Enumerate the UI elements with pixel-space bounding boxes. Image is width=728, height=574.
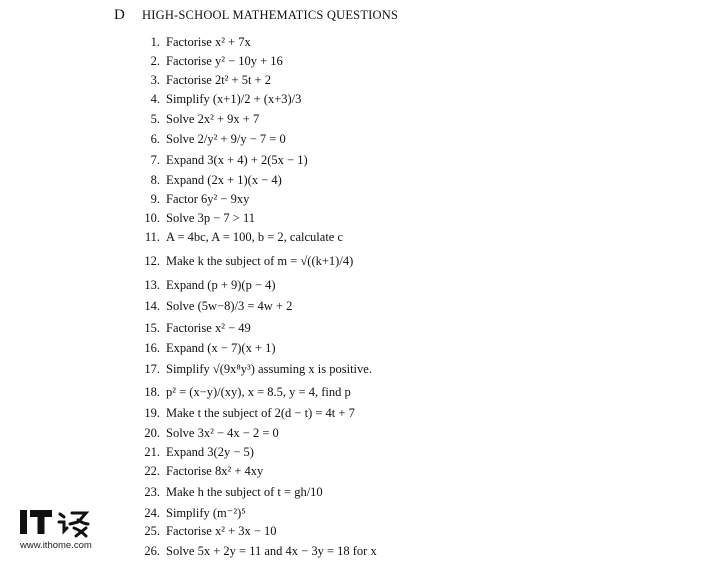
- question-item: [128, 53, 283, 69]
- question-number: 23.: [144, 485, 160, 499]
- question-item: [128, 425, 279, 441]
- question-item: [128, 298, 292, 314]
- question-text: Factor 6y² − 9xy: [166, 192, 250, 206]
- question-item: [128, 131, 286, 147]
- question-number: 4.: [150, 92, 160, 106]
- question-number: 9.: [150, 192, 160, 206]
- question-number: 5.: [150, 112, 160, 126]
- question-text: Simplify (x+1)/2 + (x+3)/3: [166, 92, 302, 106]
- question-text: Make t the subject of 2(d − t) = 4t + 7: [166, 406, 355, 420]
- question-item: [128, 384, 351, 400]
- question-number: 21.: [144, 445, 160, 459]
- question-text: Factorise 2t² + 5t + 2: [166, 73, 271, 87]
- ithome-logo-icon: [20, 508, 102, 538]
- question-number: 17.: [144, 362, 160, 376]
- question-number: 22.: [144, 464, 160, 478]
- question-item: [128, 229, 343, 245]
- question-text: Expand (2x + 1)(x − 4): [166, 173, 282, 187]
- question-text: Factorise x² + 3x − 10: [166, 524, 277, 538]
- question-text: Factorise x² − 49: [166, 321, 251, 335]
- question-text: Make h the subject of t = gh/10: [166, 485, 323, 499]
- question-text: Solve 2/y² + 9/y − 7 = 0: [166, 132, 286, 146]
- question-text: Make k the subject of m = √((k+1)/4): [166, 254, 354, 268]
- question-text: Expand (x − 7)(x + 1): [166, 341, 276, 355]
- question-text: Factorise x² + 7x: [166, 35, 251, 49]
- question-item: [128, 484, 323, 500]
- question-number: 25.: [144, 524, 160, 538]
- question-item: [128, 191, 249, 207]
- question-item: [128, 463, 263, 479]
- question-text: Simplify √(9x⁸y³) assuming x is positive.: [166, 362, 372, 376]
- question-number: 6.: [150, 132, 160, 146]
- question-item: [128, 253, 353, 269]
- question-item: [128, 277, 276, 293]
- question-number: 1.: [150, 35, 160, 49]
- question-text: Solve 2x² + 9x + 7: [166, 112, 260, 126]
- question-text: Expand 3(2y − 5): [166, 445, 254, 459]
- question-item: [128, 523, 277, 539]
- question-text: Expand (p + 9)(p − 4): [166, 278, 276, 292]
- question-text: A = 4bc, A = 100, b = 2, calculate c: [166, 230, 344, 244]
- question-text: Simplify (m⁻²)⁵: [166, 506, 246, 520]
- question-item: [128, 405, 355, 421]
- question-number: 16.: [144, 341, 160, 355]
- question-item: [128, 543, 377, 559]
- question-number: 8.: [150, 173, 160, 187]
- question-number: 3.: [150, 73, 160, 87]
- question-number: 12.: [144, 254, 160, 268]
- question-item: [128, 340, 276, 356]
- question-item: [128, 34, 251, 50]
- question-item: [128, 210, 255, 226]
- question-text: Factorise 8x² + 4xy: [166, 464, 264, 478]
- question-item: [128, 444, 254, 460]
- question-item: [128, 320, 251, 336]
- question-item: [128, 72, 271, 88]
- question-item: [128, 111, 259, 127]
- section-letter: D: [114, 7, 126, 23]
- section-title: HIGH-SCHOOL MATHEMATICS QUESTIONS: [142, 8, 399, 22]
- question-number: 14.: [144, 299, 160, 313]
- question-number: 18.: [144, 385, 160, 399]
- question-text: Solve 3p − 7 > 11: [166, 211, 255, 225]
- question-number: 24.: [144, 506, 160, 520]
- question-item: [128, 172, 282, 188]
- question-number: 10.: [144, 211, 160, 225]
- question-item: [128, 152, 308, 168]
- question-text: Solve 3x² − 4x − 2 = 0: [166, 426, 279, 440]
- question-number: 15.: [144, 321, 160, 335]
- question-number: 7.: [150, 153, 160, 167]
- question-text: Factorise y² − 10y + 16: [166, 54, 283, 68]
- question-number: 19.: [144, 406, 160, 420]
- watermark-url: www.ithome.com: [20, 540, 92, 551]
- question-item: [128, 505, 246, 521]
- question-number: 13.: [144, 278, 160, 292]
- question-number: 20.: [144, 426, 160, 440]
- question-number: 2.: [150, 54, 160, 68]
- question-item: [128, 91, 301, 107]
- question-number: 11.: [144, 230, 160, 244]
- question-text: Solve (5w−8)/3 = 4w + 2: [166, 299, 293, 313]
- question-text: Expand 3(x + 4) + 2(5x − 1): [166, 153, 308, 167]
- question-text: Solve 5x + 2y = 11 and 4x − 3y = 18 for x: [166, 544, 377, 558]
- watermark-logo: [20, 508, 100, 551]
- question-text: p² = (x−y)/(xy), x = 8.5, y = 4, find p: [166, 385, 351, 399]
- question-number: 26.: [144, 544, 160, 558]
- question-item: [128, 361, 372, 377]
